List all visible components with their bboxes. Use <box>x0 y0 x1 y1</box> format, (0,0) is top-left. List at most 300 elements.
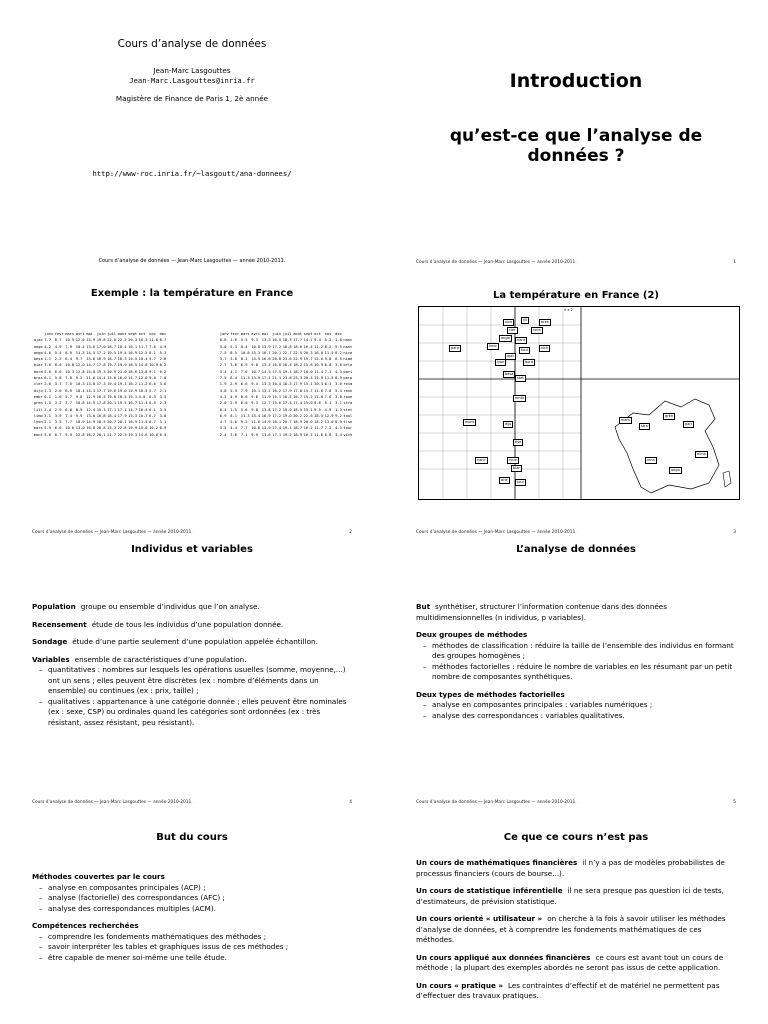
course-url[interactable]: http://www-roc.inria.fr/~lasgoutt/ana-donnees/ <box>92 169 292 178</box>
table-cell: 10.9 <box>149 363 159 368</box>
list-item: – savoir interpréter les tables et graphiques issus de ces méthodes ; <box>32 942 352 953</box>
table-cell: 22.8 <box>117 426 127 431</box>
table-cell: 3.6 <box>230 432 237 437</box>
table-cell: 17.0 <box>96 344 106 349</box>
column-header: nov <box>324 332 332 336</box>
table-cell: 22.9 <box>293 357 303 362</box>
table-cell: 7.8 <box>324 388 332 393</box>
table-cell: tour <box>343 426 353 431</box>
table-cell: 5.4 <box>335 388 342 393</box>
table-cell: 14.7 <box>303 338 313 343</box>
table-cell: 3.1 <box>159 420 167 425</box>
column-header: janv <box>44 332 54 336</box>
table-cell: ajac <box>33 338 43 343</box>
table-cell: 1.5 <box>230 407 237 412</box>
table-cell: 10.5 <box>138 388 148 393</box>
column-header: juin <box>272 332 282 336</box>
table-cell: 10.9 <box>75 420 85 425</box>
table-cell: 20.0 <box>303 420 313 425</box>
table-cell: 14.8 <box>138 363 148 368</box>
table-cell: 20.8 <box>272 357 282 362</box>
list-item: – comprendre les fondements mathématiques des méthodes ; <box>32 932 352 943</box>
table-cell: 10.8 <box>65 363 75 368</box>
table-cell: 15.6 <box>272 401 282 406</box>
table-cell: limo <box>33 413 43 418</box>
table-cell: 6.8 <box>324 363 332 368</box>
table-cell: 2.6 <box>44 382 51 387</box>
table-cell: 17.2 <box>96 350 106 355</box>
table-cell: 19.0 <box>282 413 292 418</box>
table-cell: 11.0 <box>314 394 324 399</box>
map-label: mars <box>621 418 630 422</box>
table-cell: 12.2 <box>314 344 324 349</box>
table-cell: 4.9 <box>230 394 237 399</box>
table-cell: 7.7 <box>65 420 72 425</box>
table-cell: 10.1 <box>251 388 261 393</box>
table-cell: 14.6 <box>138 432 148 437</box>
table-cell: 17.8 <box>293 388 303 393</box>
table-cell: 0.8 <box>219 338 227 343</box>
section-heading: Compétences recherchées <box>32 921 139 930</box>
table-cell: 14.7 <box>128 407 138 412</box>
table-cell: 8.2 <box>324 344 332 349</box>
table-cell: 16.2 <box>86 432 96 437</box>
table-cell: 3.0 <box>335 382 342 387</box>
table-cell: 11.7 <box>314 426 324 431</box>
table-cell: 3.8 <box>159 413 167 418</box>
term: Un cours orienté « utilisateur » <box>416 914 543 923</box>
table-cell: roue <box>343 394 353 399</box>
table-cell: 6.7 <box>149 420 156 425</box>
table-cell: 22.0 <box>107 338 117 343</box>
table-cell: 22.7 <box>282 350 292 355</box>
table-cell: 10.2 <box>149 426 159 431</box>
table-cell: 13.0 <box>75 426 85 431</box>
table-cell: 16.9 <box>261 413 271 418</box>
table-cell: 18.5 <box>117 394 127 399</box>
table-cell: 3.3 <box>54 420 62 425</box>
axis-label: 0 x 2 <box>564 308 573 312</box>
table-cell: 18.7 <box>107 357 117 362</box>
table-cell: 15.1 <box>303 382 313 387</box>
term: Population <box>32 602 76 611</box>
map-label: embr <box>515 396 525 400</box>
definition: il ne sera presque pas question ici de tests, d’estimateurs, de prévision statistique. <box>416 886 724 906</box>
table-cell: 17.1 <box>272 432 282 437</box>
table-cell: 5.4 <box>54 350 62 355</box>
table-cell: 12.7 <box>261 401 271 406</box>
table-cell: 1.3 <box>335 407 342 412</box>
table-cell: 16.9 <box>128 350 138 355</box>
column-header: oct <box>138 332 146 336</box>
column-header: fevr <box>54 332 64 336</box>
table-cell: 13.1 <box>261 388 271 393</box>
table-cell: 17.9 <box>117 413 127 418</box>
table-cell: 6.5 <box>159 432 167 437</box>
map-label: stet <box>517 376 524 380</box>
map-label: stra <box>641 424 648 428</box>
table-cell: 22.5 <box>293 350 303 355</box>
table-cell: 14.7 <box>128 376 138 381</box>
table-cell: 7.0 <box>159 376 167 381</box>
table-cell: 13.6 <box>86 344 96 349</box>
column-header: juil <box>282 332 292 336</box>
table-cell: 4.9 <box>324 407 332 412</box>
table-cell: 13.6 <box>86 357 96 362</box>
table-cell: 16.2 <box>272 388 282 393</box>
table-cell: vich <box>343 432 353 437</box>
table-cell: 22.6 <box>303 413 313 418</box>
table-cell: 5.7 <box>65 394 72 399</box>
table-cell: 18.6 <box>128 369 138 374</box>
table-cell: 10.0 <box>65 426 75 431</box>
table-cell: 16.2 <box>128 382 138 387</box>
table-cell: 20.5 <box>303 376 313 381</box>
table-cell: 3.6 <box>335 363 342 368</box>
table-cell: 3.0 <box>335 394 342 399</box>
table-cell: 17.8 <box>96 401 106 406</box>
definition: étude de tous les individus d’une population donnée. <box>91 619 284 629</box>
table-cell: 18.7 <box>107 344 117 349</box>
table-cell: 9.0 <box>75 394 83 399</box>
table-cell: 11.4 <box>314 369 324 374</box>
table-cell: besa <box>33 357 43 362</box>
table-cell: 13.0 <box>86 413 96 418</box>
table-cell: 6.8 <box>324 432 332 437</box>
column-header: mai <box>261 332 269 336</box>
table-cell: 17.4 <box>282 401 292 406</box>
table-cell: 15.1 <box>303 407 313 412</box>
table-cell: ango <box>33 350 43 355</box>
table-cell: 1.5 <box>44 401 51 406</box>
table-cell: 14.7 <box>86 363 96 368</box>
map-label: roue <box>509 458 517 462</box>
table-cell: 5.3 <box>159 350 167 355</box>
table-cell: toul <box>343 413 353 418</box>
table-cell: 3.5 <box>159 394 167 399</box>
table-cell: 17.7 <box>96 388 106 393</box>
table-cell: 7.1 <box>240 432 248 437</box>
table-cell: 8.2 <box>159 363 167 368</box>
table-cell: 13.8 <box>86 382 96 387</box>
table-cell: 18.2 <box>314 420 324 425</box>
table-cell: 9.2 <box>240 420 248 425</box>
temperature-table-left <box>33 331 167 438</box>
program-name: Magistère de Finance de Paris 1, 2è année <box>115 94 269 103</box>
term: Un cours de statistique inférentielle <box>416 886 563 895</box>
table-cell: 20.2 <box>293 413 303 418</box>
table-cell: 2.1 <box>159 388 167 393</box>
table-cell: 6.9 <box>219 413 227 418</box>
table-cell: 19.1 <box>117 382 127 387</box>
section-heading: Deux groupes de méthodes <box>416 630 528 639</box>
table-cell: 13.0 <box>324 420 334 425</box>
table-cell: 19.1 <box>282 426 292 431</box>
term: Variables <box>32 654 70 664</box>
table-cell: 7.9 <box>65 344 72 349</box>
table-cell: 1.6 <box>54 394 62 399</box>
table-cell: mars <box>33 426 43 431</box>
table-cell: stra <box>343 401 353 406</box>
def-variables <box>32 655 352 666</box>
table-cell: nant <box>343 344 353 349</box>
column-header: aout <box>117 332 127 336</box>
slide-analyse-donnees <box>384 512 768 768</box>
table-cell: 4.2 <box>44 344 51 349</box>
table-cell: 6.0 <box>240 401 248 406</box>
table-cell: lill <box>33 407 43 412</box>
table-cell: 15.3 <box>96 407 106 412</box>
column-header: aout <box>293 332 303 336</box>
table-cell: 14.3 <box>261 369 271 374</box>
table-cell: 3.4 <box>335 432 342 437</box>
term: Un cours de mathématiques financières <box>416 858 578 867</box>
table-cell: 9.3 <box>251 401 258 406</box>
table-cell: 17.4 <box>293 401 303 406</box>
column-header: dec <box>335 332 342 336</box>
table-cell: 18.9 <box>293 432 303 437</box>
table-cell: 4.0 <box>138 394 146 399</box>
definition: étude d’une partie seulement d’une population appelée échantillon. <box>72 637 318 646</box>
table-cell: nice <box>343 350 353 355</box>
table-cell: 8.6 <box>240 394 248 399</box>
table-cell: mont <box>33 432 43 437</box>
column-header: fevr <box>230 332 240 336</box>
table-cell: 20.1 <box>117 420 127 425</box>
table-cell: nanc <box>343 338 353 343</box>
table-cell: 12.9 <box>324 413 334 418</box>
footer-text: Cours d’analyse de données — Jean-Marc Lasgouttes — année 2010-2011. <box>32 530 193 535</box>
slide-temperature-map <box>384 256 768 512</box>
map-label: bres <box>541 320 549 324</box>
table-cell: 5.6 <box>230 420 237 425</box>
table-cell: 9.2 <box>75 376 83 381</box>
term: Sondage <box>32 637 68 646</box>
table-cell: 7.6 <box>240 369 248 374</box>
table-cell: 11.4 <box>138 401 148 406</box>
author-email[interactable]: Jean-Marc.Lasgouttes@inria.fr <box>129 76 255 85</box>
map-label: cler <box>509 328 516 332</box>
table-cell: 14.9 <box>261 420 271 425</box>
table-cell: 15.1 <box>272 394 282 399</box>
table-cell: 11.5 <box>324 350 334 355</box>
table-cell: 1.1 <box>44 357 51 362</box>
table-cell: 9.3 <box>251 338 258 343</box>
map-label: dijo <box>505 422 512 426</box>
table-cell: 10.7 <box>251 369 261 374</box>
column-header: sept <box>128 332 138 336</box>
temperature-table-right <box>219 331 353 438</box>
table-cell: 3.5 <box>219 426 227 431</box>
table-cell: 19.6 <box>107 388 117 393</box>
map-label: tlse <box>515 440 522 444</box>
table-cell: 18.4 <box>107 413 117 418</box>
table-cell: 15.2 <box>303 394 313 399</box>
table-cell: 16.2 <box>303 426 313 431</box>
list-item <box>416 858 736 879</box>
table-cell: 3.7 <box>219 357 227 362</box>
table-cell: 12.0 <box>138 376 148 381</box>
map-label: bord <box>525 360 533 364</box>
author-name: Jean-Marc Lasgouttes <box>153 66 231 75</box>
slide-but-du-cours <box>0 768 384 1024</box>
table-cell: 0.1 <box>44 394 51 399</box>
table-cell: 23.8 <box>282 376 292 381</box>
table-cell: 2.9 <box>230 401 237 406</box>
table-cell: 19.3 <box>128 432 138 437</box>
table-cell: 1.9 <box>219 382 227 387</box>
section-heading: Méthodes couvertes par le cours <box>32 872 165 881</box>
table-cell: 11.3 <box>240 376 250 381</box>
table-cell: 7.7 <box>240 426 248 431</box>
list-item: – analyse en composantes principales : variables numériques ; <box>416 700 736 711</box>
table-cell: 11.6 <box>251 420 261 425</box>
table-cell: 13.9 <box>261 426 271 431</box>
map-label: limo <box>489 344 497 348</box>
table-cell: 20.1 <box>96 432 106 437</box>
table-cell: 20.9 <box>107 369 117 374</box>
table-cell: 16.9 <box>128 420 138 425</box>
table-cell: 7.8 <box>65 376 72 381</box>
table-cell: 9.5 <box>314 407 321 412</box>
slide-temperature-table <box>0 256 384 512</box>
table-cell: 18.6 <box>293 344 303 349</box>
definition: on cherche à la fois à savoir utiliser les méthodes d’analyse de données, et à comprendre les fondements mathématiques de ces méthodes. <box>416 914 726 944</box>
table-cell: 5.1 <box>324 401 332 406</box>
list-item <box>416 981 736 1002</box>
table-cell: 2.3 <box>159 401 167 406</box>
table-cell: 5.7 <box>149 388 156 393</box>
table-cell: stet <box>343 407 353 412</box>
table-cell: 11.2 <box>138 382 148 387</box>
table-cell: embr <box>33 394 43 399</box>
table-cell: 18.7 <box>293 426 303 431</box>
table-cell: 7.5 <box>65 382 72 387</box>
table-cell: 6.5 <box>335 357 342 362</box>
factor-methods-list <box>416 700 736 721</box>
table-cell: 13.9 <box>261 344 271 349</box>
table-cell: 6.9 <box>65 388 72 393</box>
table-cell: 7.7 <box>65 401 72 406</box>
column-header: oct <box>314 332 321 336</box>
column-header: janv <box>219 332 229 336</box>
table-cell: 4.6 <box>44 350 51 355</box>
table-cell: 8.4 <box>230 376 237 381</box>
table-cell: 15.3 <box>128 413 138 418</box>
table-cell: 8.1 <box>240 357 248 362</box>
map-label: ange <box>501 336 510 340</box>
list-item: – qualitatives : appartenance à une catégorie donnée ; elles peuvent être nominales (ex : sexe, CSP) ou ordinales quand les catégories sont ordonnées (ex : très résistant, assez résistant, peu résistant). <box>32 697 352 729</box>
footer-text: Cours d’analyse de données — Jean-Marc Lasgouttes — année 2010-2011. <box>416 530 577 535</box>
table-cell: 20.7 <box>107 420 117 425</box>
table-cell: 10.3 <box>65 369 75 374</box>
table-cell: 4.1 <box>230 369 237 374</box>
table-cell: 10.3 <box>75 382 85 387</box>
table-cell: pari <box>343 369 353 374</box>
table-cell: 6.6 <box>240 382 248 387</box>
table-cell: 12.9 <box>86 394 96 399</box>
slide-title: Individus et variables <box>131 544 253 555</box>
table-cell: 10.4 <box>138 357 148 362</box>
table-cell: 12.0 <box>75 363 85 368</box>
footer-text: Cours d’analyse de données — Jean-Marc Lasgouttes — année 2010-2011. <box>416 800 577 805</box>
table-cell: 13.4 <box>261 363 271 368</box>
table-cell: 16.0 <box>117 376 127 381</box>
map-label: nime <box>697 452 706 456</box>
table-cell: 6.0 <box>65 407 72 412</box>
table-cell: 6.2 <box>159 369 167 374</box>
table-cell: 19.5 <box>117 401 127 406</box>
table-cell: 19.0 <box>117 388 127 393</box>
table-cell: 18.2 <box>293 363 303 368</box>
table-cell: 9.2 <box>335 413 342 418</box>
table-cell: 5.6 <box>44 432 51 437</box>
section-heading: Deux types de méthodes factorielles <box>416 689 565 699</box>
table-cell: 17.2 <box>272 344 282 349</box>
table-cell: tlse <box>343 420 353 425</box>
table-cell: 13.3 <box>261 382 271 387</box>
table-cell: 9.1 <box>149 369 156 374</box>
page-number: 5 <box>733 800 736 805</box>
table-cell: 3.5 <box>159 407 167 412</box>
table-cell: 16.0 <box>303 369 313 374</box>
map-label: orle <box>501 478 508 482</box>
definition: il n’y a pas de modèles probabilistes de processus financiers (cours de bourse...). <box>416 858 725 878</box>
table-cell: 19.4 <box>117 350 127 355</box>
table-cell: 19.3 <box>96 369 106 374</box>
table-cell: 7.7 <box>44 338 51 343</box>
table-cell: 3.1 <box>335 401 342 406</box>
table-cell: 20.1 <box>107 401 117 406</box>
table-cell: 14.9 <box>86 420 96 425</box>
table-cell: 18.5 <box>314 413 324 418</box>
table-cell: 16.3 <box>138 338 148 343</box>
table-cell: 5.7 <box>149 357 156 362</box>
map-label: renn <box>647 458 655 462</box>
table-cell: 16.9 <box>96 357 106 362</box>
table-cell: 17.5 <box>272 369 282 374</box>
table-cell: 19.1 <box>282 369 292 374</box>
table-cell: 12.6 <box>75 338 85 343</box>
table-cell: 12.4 <box>86 407 96 412</box>
map-label: perp <box>451 346 460 350</box>
definition: Les contraintes d’effectif et de matériel ne permettent pas d’effectuer des travaux pratiques. <box>416 980 720 1000</box>
table-cell: 4.3 <box>219 394 227 399</box>
map-label: tour <box>521 348 529 352</box>
def-population <box>32 602 352 613</box>
table-cell: 12.6 <box>314 357 324 362</box>
table-cell: 10.4 <box>75 344 85 349</box>
list-item: – méthodes de classification : réduire la taille de l’ensemble des individus en formant des groupes homogènes ; <box>416 641 736 662</box>
table-cell: 12.8 <box>75 369 85 374</box>
table-cell: 5.6 <box>44 369 51 374</box>
table-cell: 19.0 <box>282 407 292 412</box>
column-header: avri <box>251 332 261 336</box>
table-cell: 6.1 <box>149 407 156 412</box>
table-cell: 5.6 <box>240 407 248 412</box>
table-cell: 6.5 <box>149 401 156 406</box>
table-cell: 18.4 <box>282 363 292 368</box>
table-cell: 17.2 <box>272 407 282 412</box>
table-cell: renn <box>343 388 353 393</box>
slide-title: Ce que ce cours n’est pas <box>503 832 649 843</box>
table-cell: 23.3 <box>293 376 303 381</box>
table-cell: 17.2 <box>272 413 282 418</box>
table-cell: 7.9 <box>240 388 248 393</box>
table-cell: 4.8 <box>219 388 227 393</box>
column-header: mars <box>240 332 250 336</box>
table-cell: 18.3 <box>117 357 127 362</box>
